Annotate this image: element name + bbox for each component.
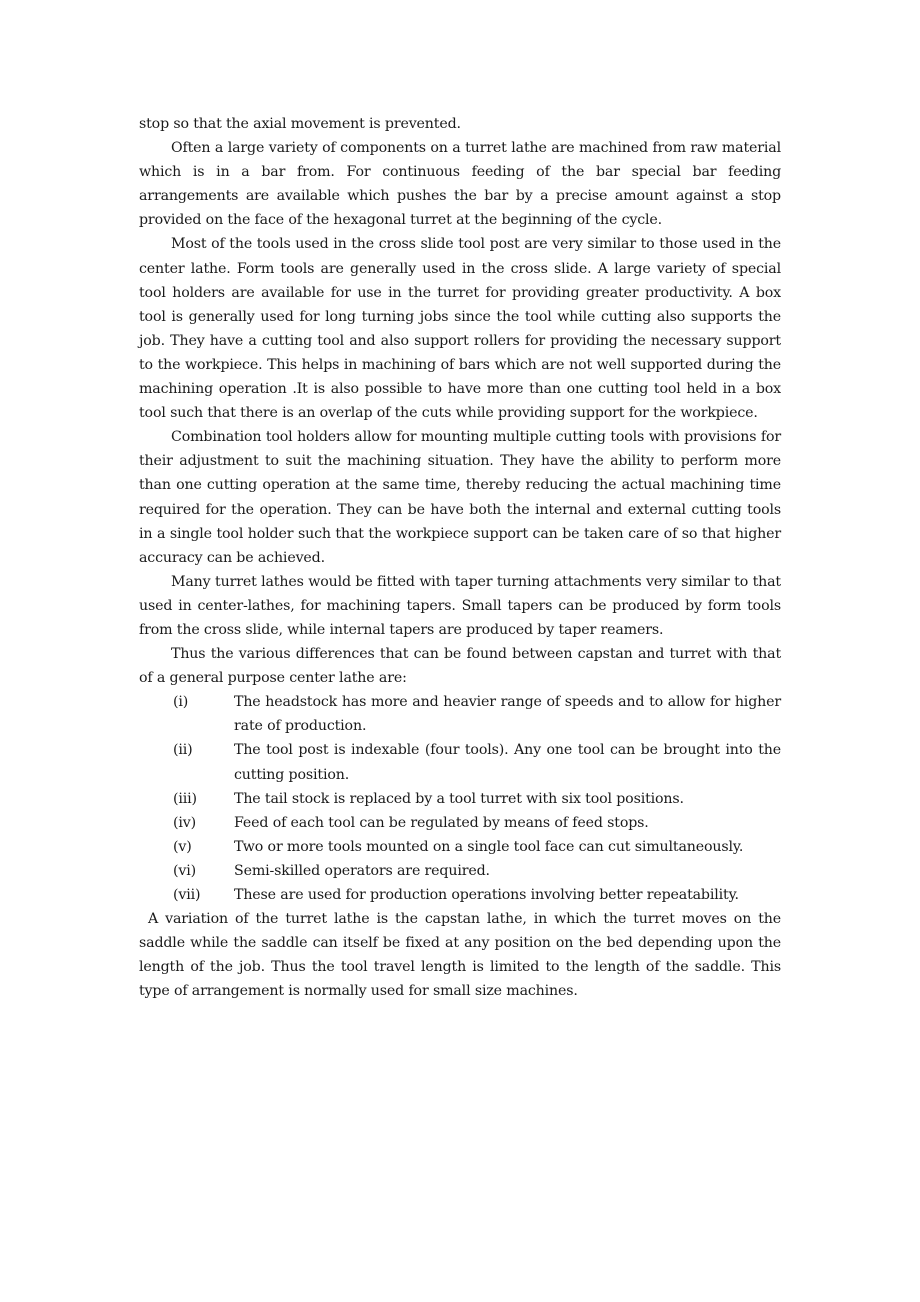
list-item-text: Two or more tools mounted on a single tool face can cut simultaneously. xyxy=(234,838,744,855)
list-item-text: The headstock has more and heavier range of speeds and to allow for higher rate of production. xyxy=(234,694,781,735)
list-item xyxy=(139,690,781,738)
document-page xyxy=(139,112,781,1003)
list-item xyxy=(139,787,781,811)
list-marker: (ii) xyxy=(173,742,193,759)
list-marker: (vii) xyxy=(173,887,201,903)
paragraph-tools: Most of the tools used in the cross slide tool post are very similar to those used in the center lathe. Form tools are generally used in the cross slide. A large variety of special tool holders are available for use in the turret for providing greater productivity. A box tool is generally used for long turning jobs since the tool while cutting also supports the job. They have a cutting tool and also support rollers for providing the necessary support to the workpiece. This helps in machining of bars which are not well supported during the machining operation .It is also possible to have more than one cutting tool held in a box tool such that there is an overlap of the cuts while providing support for the workpiece. xyxy=(139,236,781,422)
list-marker: (v) xyxy=(173,838,192,855)
list-marker: (vi) xyxy=(173,862,197,879)
list-item-text: These are used for production operations involving better repeatability. xyxy=(234,887,739,903)
list-item-text: The tool post is indexable (four tools). Any one tool can be brought into the cutting position. xyxy=(234,742,781,783)
list-item-text: Feed of each tool can be regulated by means of feed stops. xyxy=(234,814,649,831)
list-item-text: Semi-skilled operators are required. xyxy=(234,862,490,879)
paragraph-bar-feeding: Often a large variety of components on a turret lathe are machined from raw material which is in a bar from. For continuous feeding of the bar special bar feeding arrangements are available which pushes the bar by a precise amount against a stop provided on the face of the hexagonal turret at the beginning of the cycle. xyxy=(139,140,781,229)
paragraph-capstan-variation: A variation of the turret lathe is the capstan lathe, in which the turret moves on the saddle while the saddle can itself be fixed at any position on the bed depending upon the length of the job. Thus the tool travel length is limited to the length of the saddle. This type of arrangement is normally used for small size machines. xyxy=(139,911,781,1000)
list-item xyxy=(139,738,781,786)
list-marker: (iii) xyxy=(173,790,197,807)
list-item xyxy=(139,835,781,859)
list-item xyxy=(139,883,781,907)
paragraph-differences-intro: Thus the various differences that can be found between capstan and turret with that of a general purpose center lathe are: xyxy=(139,646,781,687)
list-item-text: The tail stock is replaced by a tool turret with six tool positions. xyxy=(234,790,684,807)
paragraph-continuation: stop so that the axial movement is prevented. xyxy=(139,116,461,132)
list-marker: (i) xyxy=(173,694,189,711)
differences-list xyxy=(139,690,781,907)
paragraph-combination-holders: Combination tool holders allow for mounting multiple cutting tools with provisions for their adjustment to suit the machining situation. They have the ability to perform more than one cutting operation at the same time, thereby reducing the actual machining time required for the operation. They can be have both the internal and external cutting tools in a single tool holder such that the workpiece support can be taken care of so that higher accuracy can be achieved. xyxy=(139,429,781,566)
list-item xyxy=(139,859,781,883)
paragraph-taper-turning: Many turret lathes would be fitted with taper turning attachments very similar to that used in center-lathes, for machining tapers. Small tapers can be produced by form tools from the cross slide, while internal tapers are produced by taper reamers. xyxy=(139,573,781,638)
list-marker: (iv) xyxy=(173,814,197,831)
list-item xyxy=(139,811,781,835)
